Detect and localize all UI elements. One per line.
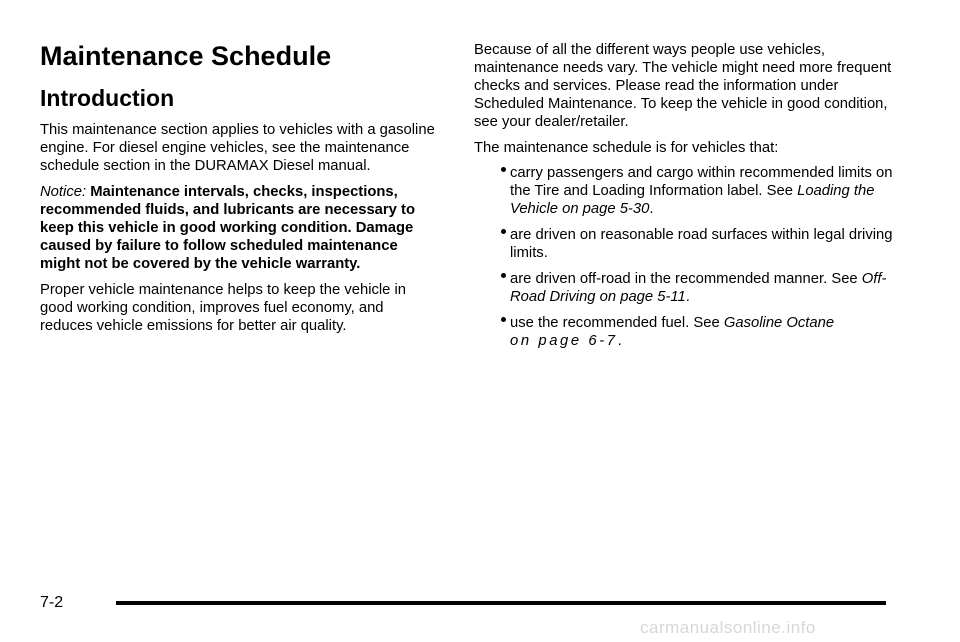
right-column	[474, 41, 894, 358]
page-title: Maintenance Schedule	[40, 41, 332, 71]
list-item: are driven off-road in the recommended manner. See Off-Road Driving on page 5-11.	[474, 270, 894, 306]
bullet-icon	[501, 167, 506, 172]
intro-paragraph: This maintenance section applies to vehicles with a gasoline engine. For diesel engine vehicles, see the maintenance schedule section in the DURAMAX Diesel manual.	[40, 122, 435, 174]
page-number: 7-2	[40, 594, 64, 611]
cross-reference-link[interactable]: Gasoline Octane	[723, 315, 835, 331]
notice-paragraph	[40, 183, 440, 273]
schedule-intro: The maintenance schedule is for vehicles that:	[474, 140, 779, 156]
list-item: are driven on reasonable road surfaces within legal driving limits.	[474, 226, 894, 262]
vehicle-usage-list	[474, 164, 894, 350]
bullet-icon	[501, 229, 506, 234]
list-item: carry passengers and cargo within recommended limits on the Tire and Loading Information label. See Loading the Vehicle on page 5-30.	[474, 164, 894, 218]
notice-label: Notice:	[40, 184, 87, 200]
watermark: carmanualsonline.info	[640, 618, 816, 637]
variation-paragraph: Because of all the different ways people use vehicles, maintenance needs vary. The vehicle might need more frequent checks and services. Please read the information under Scheduled Maintenance. To keep the vehicle in good condition, see your dealer/retailer.	[474, 42, 892, 130]
left-column	[40, 38, 440, 335]
bullet-icon	[501, 317, 506, 322]
cross-reference-page[interactable]: on page 6-7	[510, 333, 618, 349]
cross-reference-link[interactable]: Off-Road Driving on page 5-11	[510, 271, 887, 305]
section-heading: Introduction	[40, 85, 175, 111]
footer-rule	[116, 601, 886, 605]
closing-paragraph: Proper vehicle maintenance helps to keep the vehicle in good working condition, improves fuel economy, and reduces vehicle emissions for better air quality.	[40, 282, 407, 334]
notice-text: Maintenance intervals, checks, inspections, recommended fluids, and lubricants are necessary to keep this vehicle in good working condition. Damage caused by failure to follow scheduled maintenance might not be covered by the vehicle warranty.	[40, 184, 415, 272]
cross-reference-link[interactable]: Loading the Vehicle on page 5-30	[510, 183, 875, 217]
bullet-icon	[501, 273, 506, 278]
list-item: use the recommended fuel. See Gasoline Octane on page 6-7.	[474, 314, 894, 350]
